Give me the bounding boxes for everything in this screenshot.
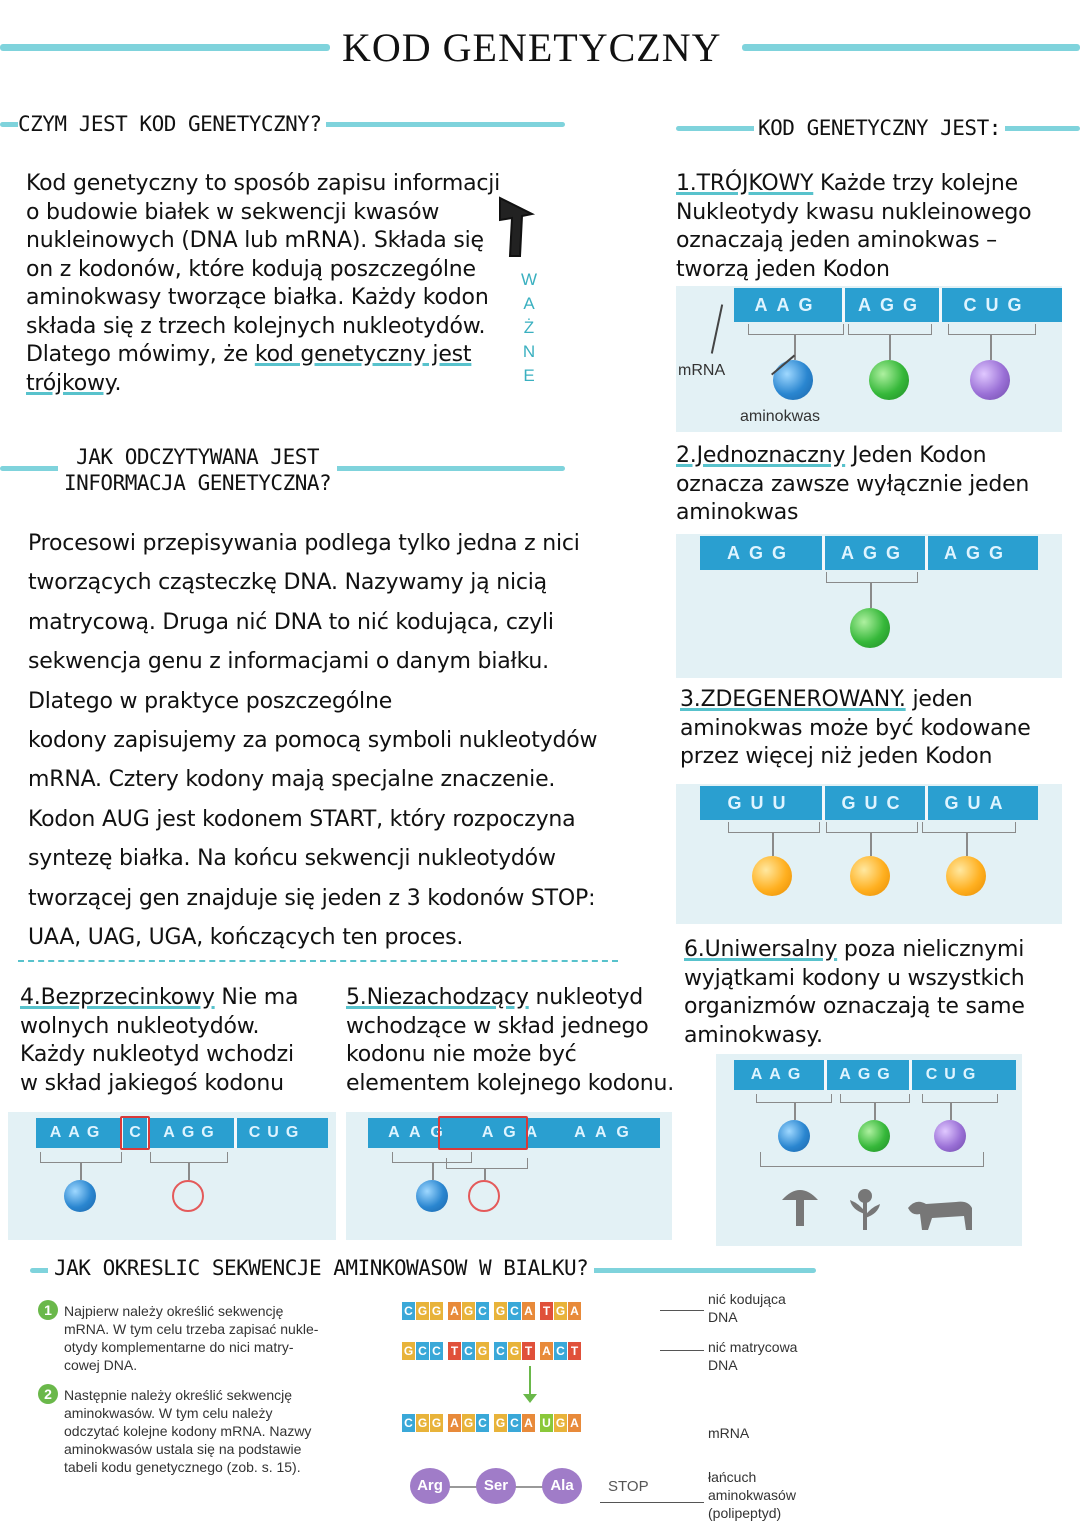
empty-amino-acid: [172, 1180, 204, 1212]
nucleotide-G: G: [495, 1416, 506, 1430]
key-phrase-2: trójkowy: [26, 370, 115, 396]
step-1-text: Najpierw należy określić sekwencję mRNA. W tym celu trzeba zapisać nukle- otydy komplementarne do nici matry- cowej DNA.: [64, 1303, 319, 1373]
nucleotide-C: C: [554, 1342, 567, 1360]
nucleotide-C: C: [476, 1414, 489, 1432]
amino-acid-ball: [64, 1180, 96, 1212]
nucleotide-C: C: [508, 1302, 521, 1320]
nucleotide-A: A: [448, 1414, 461, 1432]
label-chain: łańcuch aminokwasów (polipeptyd): [708, 1469, 796, 1521]
nucleotide-T: T: [568, 1342, 581, 1360]
amino-acid-ball: [869, 360, 909, 400]
sec1-text: Kod genetyczny to sposób zapisu informacji o budowie białek w sekwencji kwasów nukleinowych (DNA lub mRNA). Składa się on z kodonów, które kodują poszczególne aminokwasy tworzące białka. Każdy kodon składa się z trzech kolejnych nukleotydów. Dlatego mówimy, że kod genetyczny jest trójkowy.: [26, 171, 501, 396]
empty-amino-acid: [468, 1180, 500, 1212]
label-mrna: mRNA: [678, 362, 726, 379]
plant-icon: [848, 1186, 882, 1232]
nucleotide-T: T: [522, 1342, 535, 1360]
codon: AAG: [734, 288, 845, 322]
fig-commaless: [8, 1112, 336, 1240]
amino-acid-ball: [778, 1120, 810, 1152]
nucleotide-A: A: [522, 1414, 535, 1432]
prop-6: 6.Uniwersalny poza nielicznymi wyjątkami kodony u wszystkich organizmów oznaczają te same aminokwasy.: [684, 937, 1025, 1048]
nucleotide-C: C: [476, 1302, 489, 1320]
mrna-strand: [402, 1412, 586, 1432]
amino-acid-ball: [752, 856, 792, 896]
nucleotide-G: G: [431, 1416, 442, 1430]
codon: C: [123, 1118, 150, 1148]
codon: CUG: [248, 1124, 306, 1141]
right-heading: KOD GENETYCZNY JEST:: [754, 116, 1005, 140]
nucleotide-G: G: [417, 1304, 428, 1318]
dna-template-strand: [402, 1340, 586, 1360]
nucleotide-G: G: [495, 1304, 506, 1318]
codon: AGG: [827, 1060, 912, 1090]
codon: AAG: [734, 1060, 827, 1090]
key-phrase-1: kod genetyczny jest: [254, 342, 472, 367]
codon: GUC: [825, 786, 928, 820]
amino-acid-ser: Ser: [476, 1468, 516, 1504]
amino-acid-ball: [850, 856, 890, 896]
nucleotide-C: C: [430, 1342, 443, 1360]
highlight-box: [120, 1116, 150, 1150]
nucleotide-A: A: [448, 1302, 461, 1320]
amino-acid-ball: [946, 856, 986, 896]
nucleotide-A: A: [568, 1302, 581, 1320]
fig-degenerate: [676, 784, 1062, 924]
codon: AGG: [943, 543, 1012, 563]
dashed-divider: [18, 960, 618, 962]
sec3-heading: JAK OKRESLIC SEKWENCJE AMINKOWASOW W BIALKU?: [48, 1256, 594, 1280]
nucleotide-G: G: [477, 1344, 488, 1358]
sec2-text: Procesowi przepisywania podlega tylko jedna z nici tworzących cząsteczkę DNA. Nazywamy ją nicią matrycową. Druga nić DNA to nić kodująca, czyli sekwencja genu z informacjami o danym białku. Dlatego w praktyce poszczególne kodony zapisujemy za pomocą symboli nukleotydów mRNA. Cztery kodony mają specjalne znaczenie. Kodon AUG jest kodonem START, który rozpoczyna syntezę białka. Na końcu sekwencji nukleotydów tworzącej gen znajduje się jeden z 3 kodonów STOP: UAA, UAG, UGA, kończących ten proces.: [28, 531, 598, 951]
codon: CUG: [925, 1066, 983, 1083]
highlight-box: [438, 1116, 528, 1150]
nucleotide-C: C: [402, 1414, 415, 1432]
prop-5: 5.Niezachodzący nukleotyd wchodzące w skład jednego kodonu nie może być elementem kolejnego kodonu.: [346, 985, 675, 1096]
step-2-badge: 2: [38, 1384, 58, 1404]
prop-1: 1.TRÓJKOWY Każde trzy kolejne Nukleotydy kwasu nukleinowego oznaczają jeden aminokwas – tworzą jeden Kodon: [676, 171, 1032, 282]
codon: AAG: [36, 1118, 123, 1148]
nucleotide-T: T: [540, 1302, 553, 1320]
title-rule-right: [742, 44, 1080, 51]
codon: AGG: [150, 1118, 237, 1148]
codon: AGG: [845, 288, 942, 322]
nucleotide-G: G: [431, 1304, 442, 1318]
step-2-text: Następnie należy określić sekwencję aminokwasów. W tym celu należy odczytać kolejne kodony mRNA. Nazwy aminokwasów ustala się na podstawie tabeli kodu genetycznego (zob. s. 15).: [64, 1387, 312, 1475]
codon: A A G: [574, 1124, 632, 1141]
codon: AGG: [825, 536, 928, 570]
prop-4: 4.Bezprzecinkowy Nie ma wolnych nukleotydów. Każdy nukleotyd wchodzi w skład jakiegoś kodonu: [20, 985, 299, 1096]
step-1-badge: 1: [38, 1300, 58, 1320]
label-aminokwas: aminokwas: [740, 408, 821, 425]
nucleotide-C: C: [494, 1342, 507, 1360]
mrna-strip: [734, 1060, 1016, 1090]
codon: A A G: [388, 1124, 446, 1141]
mrna-strip: [734, 288, 1062, 322]
arrow-up-icon: [494, 194, 538, 264]
dna-coding-strand: [402, 1300, 586, 1320]
amino-acid-ball: [970, 360, 1010, 400]
nucleotide-G: G: [463, 1416, 474, 1430]
codon: CUG: [963, 295, 1031, 315]
amino-acid-ball: [850, 608, 890, 648]
nucleotide-G: G: [417, 1416, 428, 1430]
nucleotide-G: G: [509, 1344, 520, 1358]
sec1-heading: CZYM JEST KOD GENETYCZNY?: [18, 112, 326, 136]
nucleotide-G: G: [403, 1344, 414, 1358]
title-rule-left: [0, 44, 330, 51]
amino-acid-ball: [934, 1120, 966, 1152]
wazne-note: W A Ż N E: [520, 270, 538, 385]
amino-acid-ball: [416, 1180, 448, 1212]
fig-nonoverlapping: [346, 1112, 672, 1240]
label-mrna-strand: mRNA: [708, 1425, 750, 1441]
amino-acid-arg: Arg: [410, 1468, 450, 1504]
codon: GUU: [700, 786, 825, 820]
mrna-strip: [36, 1118, 328, 1148]
nucleotide-G: G: [463, 1304, 474, 1318]
nucleotide-C: C: [402, 1302, 415, 1320]
mrna-strip: [700, 536, 1038, 570]
label-coding: nić kodująca DNA: [708, 1291, 786, 1325]
codon: GUA: [944, 793, 1012, 813]
arrow-down-icon: [523, 1394, 537, 1403]
nucleotide-C: C: [508, 1414, 521, 1432]
nucleotide-T: T: [448, 1342, 461, 1360]
mushroom-icon: [780, 1184, 820, 1230]
amino-acid-ball: [858, 1120, 890, 1152]
nucleotide-A: A: [522, 1302, 535, 1320]
nucleotide-U: U: [540, 1414, 553, 1432]
nucleotide-A: A: [568, 1414, 581, 1432]
sec2-heading: JAK ODCZYTYWANA JEST INFORMACJA GENETYCZNA?: [58, 444, 337, 496]
nucleotide-C: C: [462, 1342, 475, 1360]
arrow-down-line: [529, 1366, 531, 1396]
nucleotide-G: G: [555, 1416, 566, 1430]
codon: A G A: [481, 1124, 541, 1141]
amino-acid-ala: Ala: [542, 1468, 582, 1504]
animal-icon: [906, 1194, 976, 1234]
stop-label: STOP: [608, 1478, 649, 1495]
mrna-strip: [700, 786, 1038, 820]
nucleotide-A: A: [540, 1342, 553, 1360]
fig-triplet: [676, 286, 1062, 432]
fig-unambiguous: [676, 534, 1062, 678]
prop-2: 2.Jednoznaczny Jeden Kodon oznacza zawsze wyłącznie jeden aminokwas: [676, 443, 1030, 525]
page-title: KOD GENETYCZNY: [342, 25, 722, 70]
fig-universal: [716, 1054, 1022, 1246]
nucleotide-G: G: [555, 1304, 566, 1318]
codon: AGG: [700, 536, 825, 570]
prop-3: 3.ZDEGENEROWANY. jeden aminokwas może być kodowane przez więcej niż jeden Kodon: [680, 687, 1031, 769]
nucleotide-C: C: [416, 1342, 429, 1360]
label-template: nić matrycowa DNA: [708, 1339, 798, 1373]
